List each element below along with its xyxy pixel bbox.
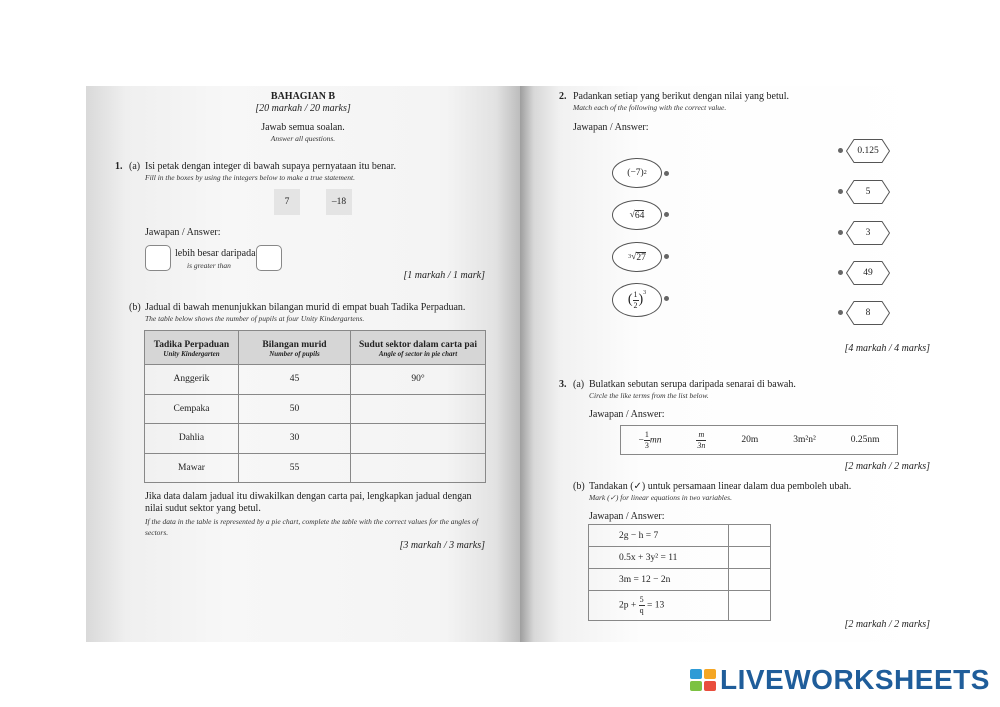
value-49[interactable]: 49 [846,261,890,285]
equation: 0.5x + 3y² = 11 [589,547,729,569]
match-dot[interactable] [838,189,843,194]
cell-name: Mawar [145,453,239,483]
q1b-text-en: The table below shows the number of pupils at four Unity Kindergartens. [145,314,365,323]
q1b-after-en: If the data in the table is represented by a pie chart, complete the table with the correct values for the angles of sectors. [145,517,479,537]
logo-icon [690,669,716,691]
table-row [589,525,771,547]
expression-neg7-squared[interactable]: (−7) 2 [612,158,662,188]
q1a-text-en: Fill in the boxes by using the integers below to make a true statement. [145,173,355,182]
cell-name: Dahlia [145,424,239,454]
match-dot[interactable] [664,296,669,301]
brand-name: LIVEWORKSHEETS [720,664,990,695]
q2-text-ms: Padankan setiap yang berikut dengan nilai yang betul. [573,91,790,102]
q3a-answer-label: Jawapan / Answer: [589,409,665,420]
header-angle: Sudut sektor dalam carta pai Angle of sector in pie chart [351,331,486,365]
tick-cell[interactable] [729,591,771,621]
table-row [589,547,771,569]
tick-cell[interactable] [729,569,771,591]
value-8[interactable]: 8 [846,301,890,325]
header-kindergarten: Tadika Perpaduan Unity Kindergarten [145,331,239,365]
expression-sqrt-64[interactable]: √ 64 [612,200,662,230]
q1a-label: (a) [129,161,141,172]
q3a-text-ms: Bulatkan sebutan serupa daripada senarai di bawah. [589,379,796,390]
expression-half-cubed[interactable]: ( $\frac{1}{2}$ ) $^3$ [612,283,662,317]
liveworksheets-logo [690,664,990,696]
q3b-text-en: Mark (✓) for linear equations in two variables. [589,493,732,502]
match-dot[interactable] [838,270,843,275]
match-dot[interactable] [664,212,669,217]
expression-cbrt-27[interactable]: 3 √ 27 [612,242,662,272]
match-dot[interactable] [664,254,669,259]
q1b-label: (b) [129,302,141,313]
match-dot[interactable] [838,148,843,153]
term-3m2n2[interactable]: 3m²n² [793,435,816,445]
cell-pupils: 30 [239,424,351,454]
q2-text-en: Match each of the following with the correct value. [573,103,727,112]
value-3[interactable]: 3 [846,221,890,245]
cell-angle: 90° [351,365,486,395]
q3b-text-ms: Tandakan (✓) untuk persamaan linear dalam dua pemboleh ubah. [589,481,852,492]
term-20m[interactable]: 20m [741,435,759,445]
linear-equations-table [588,524,771,621]
cell-pupils: 50 [239,394,351,424]
match-dot[interactable] [838,310,843,315]
q2-number: 2. [559,91,567,102]
header-pupils: Bilangan murid Number of pupils [239,331,351,365]
value-5[interactable]: 5 [846,180,890,204]
table-row [589,569,771,591]
cell-name: Cempaka [145,394,239,424]
q3-number: 3. [559,379,567,390]
q1b-marks: [3 markah / 3 marks] [399,540,485,551]
table-row [145,365,486,395]
kindergarten-table [144,330,486,483]
q3b-label: (b) [573,481,585,492]
q1a-text-ms: Isi petak dengan integer di bawah supaya pernyataan itu benar. [145,161,397,172]
q3b-answer-label: Jawapan / Answer: [589,511,665,522]
term-neg-third-mn[interactable]: − $\frac{1}{3}$ mn [638,429,662,450]
term-025nm[interactable]: 0.25nm [850,435,880,445]
tick-cell[interactable] [729,525,771,547]
q3b-marks: [2 markah / 2 marks] [844,619,930,630]
term-m-over-3n[interactable]: $\frac{m}{3n}$ [697,429,706,450]
q1-answer-label: Jawapan / Answer: [145,227,221,238]
q1b-after-ms: Jika data dalam jadual itu diwakilkan dengan carta pai, lengkapkan jadual dengan nilai sudut sektor yang betul. [145,491,472,514]
q1a-marks: [1 markah / 1 mark] [403,270,485,281]
match-dot[interactable] [664,171,669,176]
answer-box-left[interactable] [145,245,171,271]
section-title: BAHAGIAN B [270,91,336,102]
cell-name: Anggerik [145,365,239,395]
section-marks: [20 markah / 20 marks] [255,103,351,114]
q1b-text-ms: Jadual di bawah menunjukkan bilangan murid di empat buah Tadika Perpaduan. [145,302,466,313]
q1-number: 1. [115,161,123,172]
match-dot[interactable] [838,230,843,235]
answer-box-right[interactable] [256,245,282,271]
instruction-en: Answer all questions. [270,134,336,143]
table-row [145,424,486,454]
comparison-ms: lebih besar daripada [175,248,256,259]
integer-minus-18[interactable]: –18 [326,189,352,215]
q2-marks: [4 markah / 4 marks] [844,343,930,354]
table-row [145,394,486,424]
q3a-marks: [2 markah / 2 marks] [844,461,930,472]
cell-pupils: 55 [239,453,351,483]
q3a-text-en: Circle the like terms from the list below. [589,391,709,400]
table-row [589,591,771,621]
instruction-ms: Jawab semua soalan. [261,122,345,133]
cell-angle-input[interactable] [351,453,486,483]
comparison-en: is greater than [187,261,231,270]
equation: 2g − h = 7 [589,525,729,547]
cell-angle-input[interactable] [351,394,486,424]
value-0-125[interactable]: 0.125 [846,139,890,163]
q2-answer-label: Jawapan / Answer: [573,122,649,133]
table-header-row [145,331,486,365]
cell-angle-input[interactable] [351,424,486,454]
table-row [145,453,486,483]
q3a-label: (a) [573,379,585,390]
equation: 3m = 12 − 2n [589,569,729,591]
tick-cell[interactable] [729,547,771,569]
cell-pupils: 45 [239,365,351,395]
like-terms-list [620,425,898,455]
integer-7[interactable]: 7 [274,189,300,215]
equation: 2p + $\frac{5}{q}$ = 13 [589,591,729,621]
